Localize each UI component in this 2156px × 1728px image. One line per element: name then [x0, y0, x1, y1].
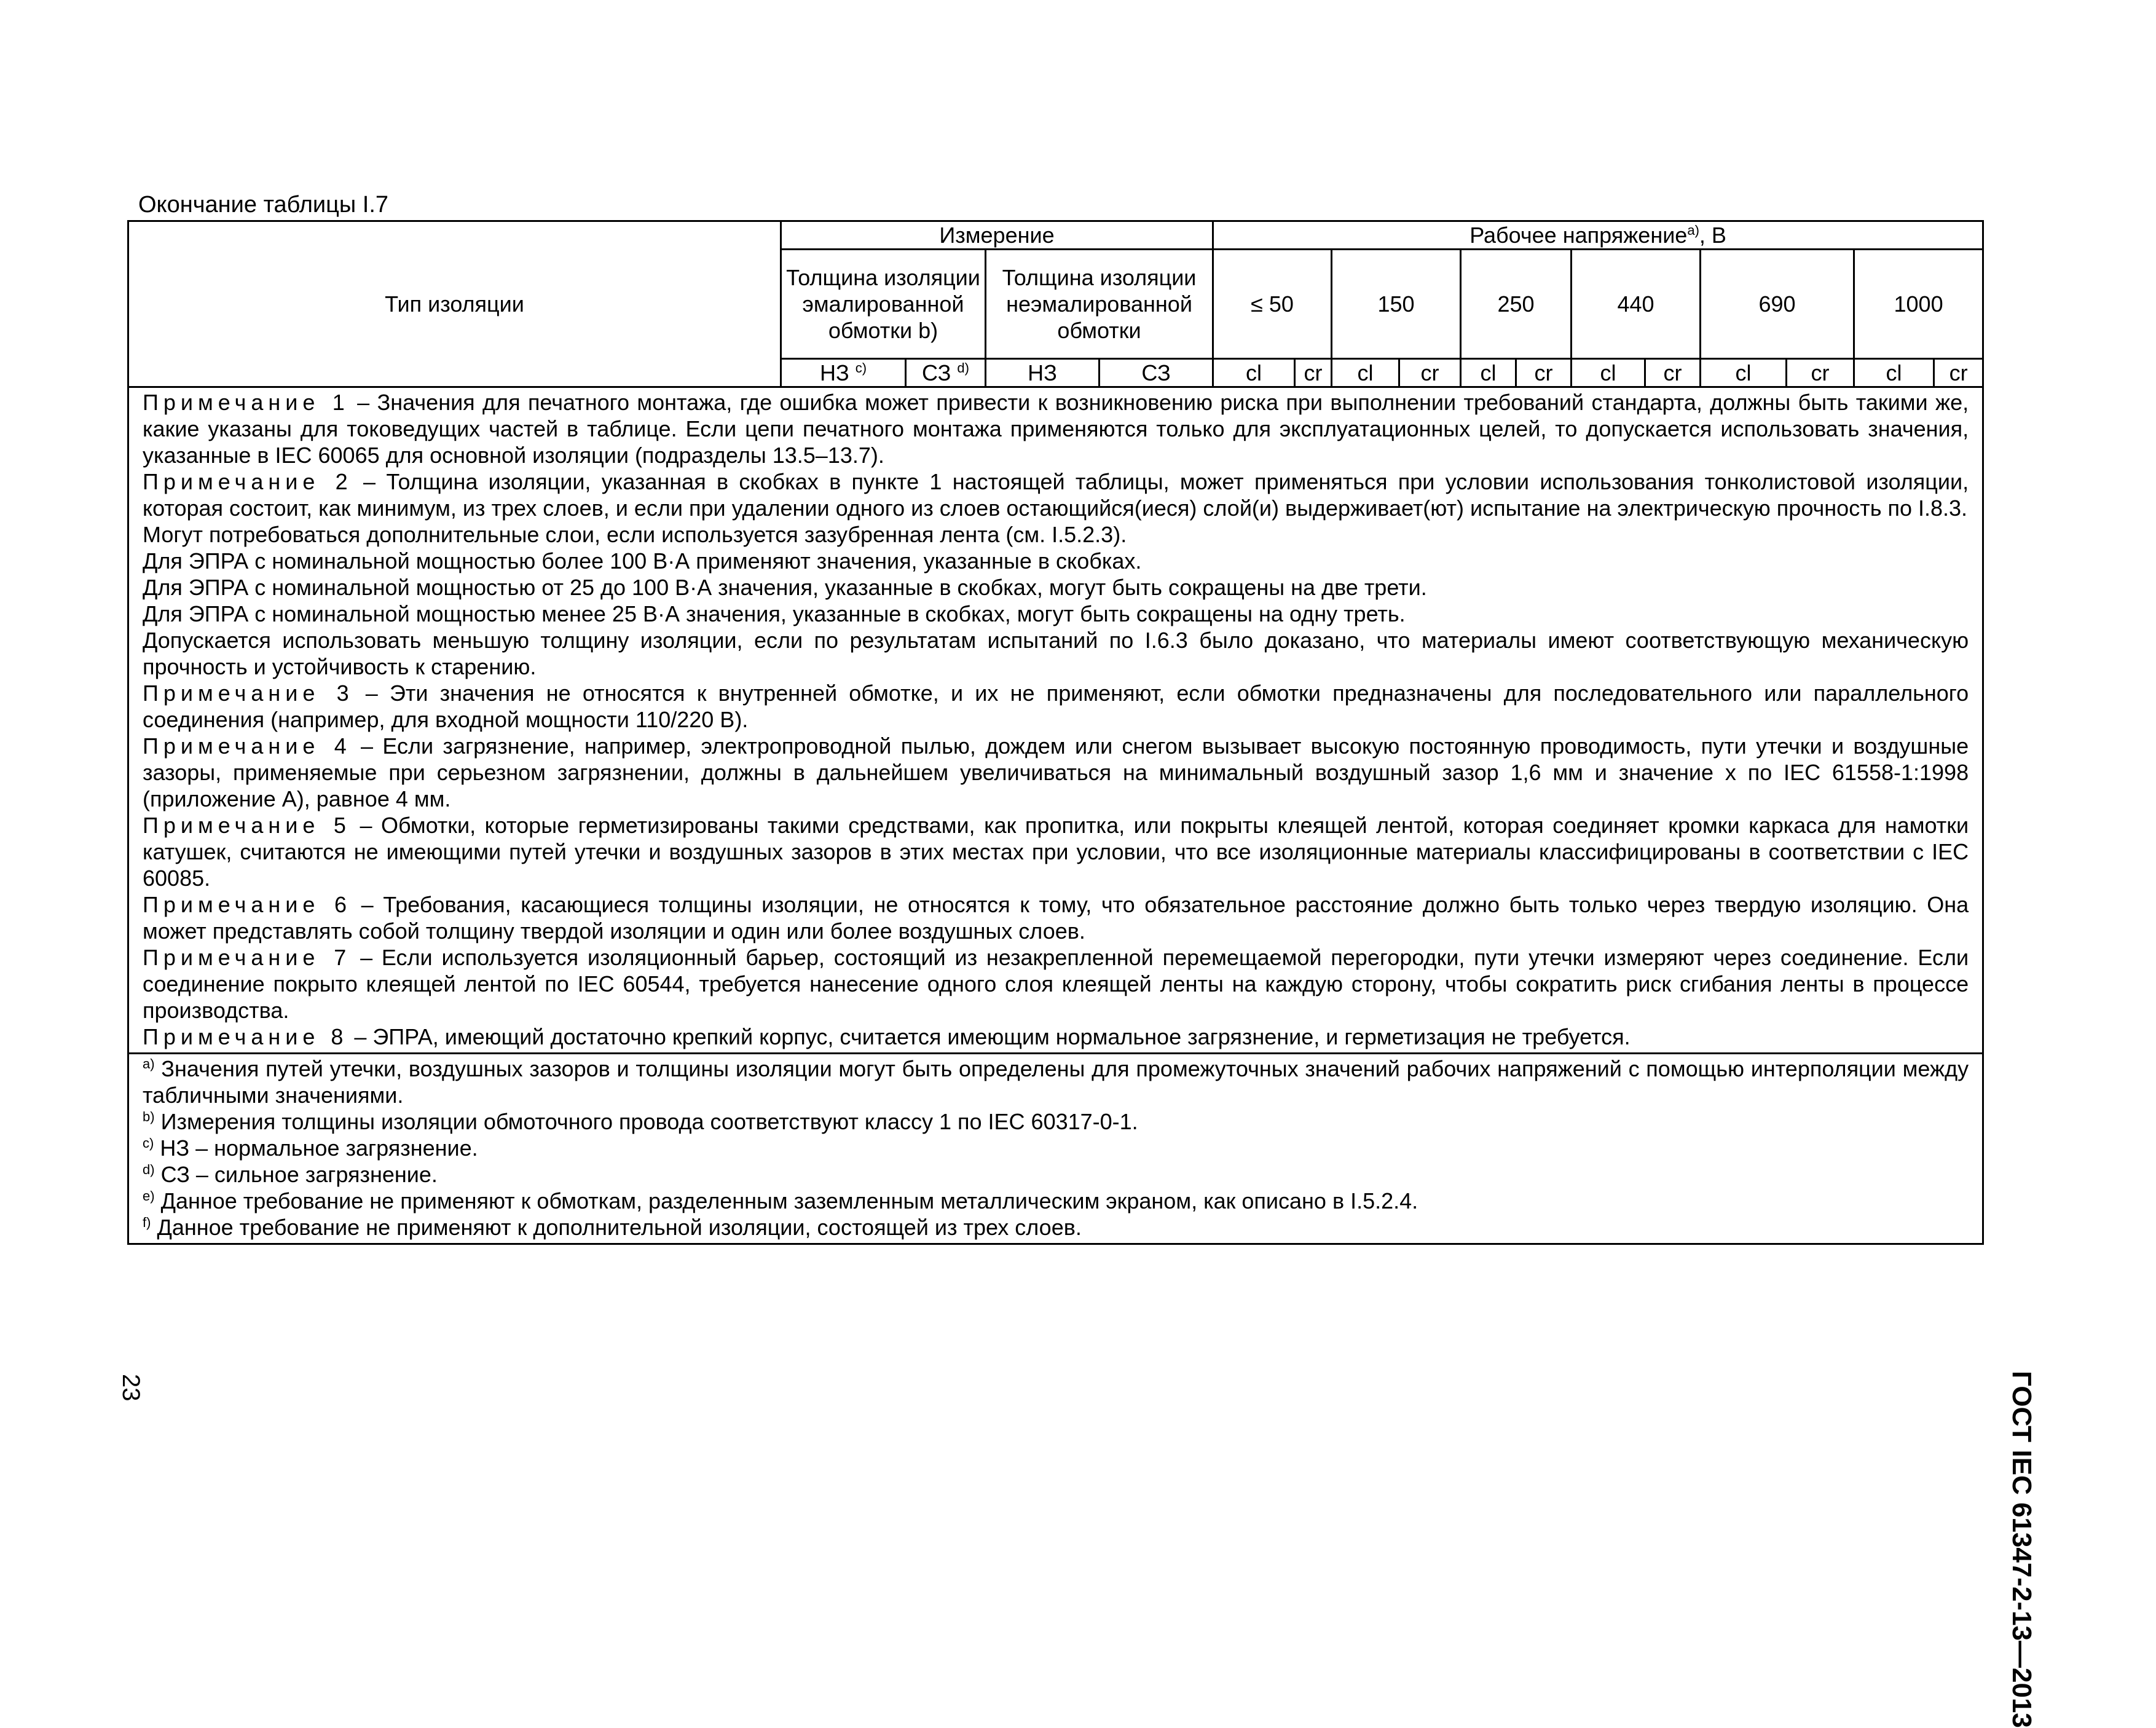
nz-nonenamel-header: НЗ	[986, 359, 1100, 387]
note-2-text: Для ЭПРА с номинальной мощностью от 25 до 100 В·А значения, указанные в скобках, могут быть сокращены на две трети.	[143, 575, 1427, 600]
footnote-a: $^{a)}$ Значения путей утечки, воздушных зазоров и толщины изоляции могут быть определены для промежуточных значений рабочих напряжений с помощью интерполяции между табличными значениями.	[143, 1056, 1969, 1108]
cl-header: cl	[1332, 359, 1399, 387]
cr-header: cr	[1787, 359, 1854, 387]
note-5: Примечание 5 – Обмотки, которые герметизированы такими средствами, как пропитка, или покрыты клеящей лентой, которая соединяет кромки каркаса для намотки катушек, считаются не имеющими путей утечки и воздушных зазоров в этих местах при условии, что все изоляционные материалы классифицированы в соответствии с IEC 60085.	[143, 813, 1969, 891]
voltage-440-header: 440	[1572, 250, 1701, 359]
note-3: Примечание 3 – Эти значения не относятся к внутренней обмотке, и их не применяют, если обмотки предназначены для последовательного или параллельного соединения (например, для входной мощности 110/220 В).	[143, 681, 1969, 732]
footnote-b: $^{b)}$ Измерения толщины изоляции обмоточного провода соответствуют классу 1 по IEC 60317-0-1.	[143, 1109, 1138, 1134]
insulation-table	[127, 220, 1984, 1245]
cl-header: cl	[1854, 359, 1934, 387]
sz-enamel-header: СЗ $^{d)}$	[906, 359, 986, 387]
note-4: Примечание 4 – Если загрязнение, например, электропроводной пылью, дождем или снегом вызывает высокую постоянную проводимость, пути утечки и воздушные зазоры, применяемые при серьезном загрязнении, должны в дальнейшем увеличиваться на минимальный воздушный зазор 1,6 мм и значение x по IEC 61558-1:1998 (приложение А), равное 4 мм.	[143, 733, 1969, 811]
cr-header: cr	[1934, 359, 1983, 387]
document-standard-title: ГОСТ IEC 61347-2-13—2013	[2007, 1371, 2037, 1728]
footnote-e: $^{e)}$ Данное требование не применяют к обмоткам, разделенным заземленным металлическим экраном, как описано в I.5.2.4.	[143, 1188, 1418, 1213]
cr-header: cr	[1645, 359, 1701, 387]
enamel-thickness-header: Толщина изоляции эмалированной обмотки b)	[781, 250, 986, 359]
cl-header: cl	[1701, 359, 1787, 387]
note-6: Примечание 6 – Требования, касающиеся толщины изоляции, не относятся к тому, что обязательное расстояние должно быть только через твердую изоляцию. Она может представлять собой толщину твердой изоляции и один или более воздушных слоев.	[143, 892, 1969, 944]
notes-cell	[128, 387, 1983, 1054]
footnote-f: $^{f)}$ Данное требование не применяют к дополнительной изоляции, состоящей из трех слоев.	[143, 1215, 1082, 1240]
type-header: Тип изоляции	[128, 221, 781, 387]
note-7: Примечание 7 – Если используется изоляционный барьер, состоящий из незакрепленной перемещаемой перегородки, пути утечки измеряют через соединение. Если соединение покрыто клеящей лентой по IEC 60544, требуется нанесение одного слоя клеящей ленты на каждую сторону, чтобы сократить риск сгибания ленты в процессе производства.	[143, 945, 1969, 1023]
cl-header: cl	[1572, 359, 1645, 387]
voltage-690-header: 690	[1701, 250, 1854, 359]
note-2-text: Допускается использовать меньшую толщину изоляции, если по результатам испытаний по I.6.3 было доказано, что материалы имеют соответствующую механическую прочность и устойчивость к старению.	[143, 628, 1969, 679]
cr-header: cr	[1516, 359, 1572, 387]
nonenamel-thickness-header: Толщина изоляции неэмалированной обмотки	[986, 250, 1213, 359]
note-2-text: Могут потребоваться дополнительные слои, если используется зазубренная лента (см. I.5.2.3).	[143, 522, 1127, 547]
note-2-text: Для ЭПРА с номинальной мощностью менее 25 В·А значения, указанные в скобках, могут быть сокращены на одну треть.	[143, 601, 1406, 626]
cr-header: cr	[1295, 359, 1332, 387]
note-8: Примечание 8 – ЭПРА, имеющий достаточно крепкий корпус, считается имеющим нормальное загрязнение, и герметизация не требуется.	[143, 1024, 1631, 1049]
footnote-c: $^{c)}$ НЗ – нормальное загрязнение.	[143, 1135, 478, 1161]
note-2-text: Для ЭПРА с номинальной мощностью более 100 В·А применяют значения, указанные в скобках.	[143, 548, 1142, 574]
table-caption: Окончание таблицы I.7	[138, 192, 389, 218]
measurement-header: Измерение	[781, 221, 1213, 250]
page-number: 23	[117, 1374, 144, 1402]
nz-enamel-header: НЗ $^{c)}$	[781, 359, 906, 387]
voltage-header: Рабочее напряжение$^{а)}$, В	[1213, 221, 1983, 250]
cr-header: cr	[1399, 359, 1461, 387]
sz-nonenamel-header: СЗ	[1100, 359, 1213, 387]
note-1: Примечание 1 – Значения для печатного монтажа, где ошибка может привести к возникновению риска при выполнении требований стандарта, должны быть такими же, какие указаны для токоведущих частей в таблице. Если цепи печатного монтажа применяются только для эксплуатационных целей, то допускается использовать значения, указанные в IEC 60065 для основной изоляции (подразделы 13.5–13.7).	[143, 390, 1969, 468]
voltage-150-header: 150	[1332, 250, 1461, 359]
cl-header: cl	[1213, 359, 1295, 387]
footnote-d: $^{d)}$ СЗ – сильное загрязнение.	[143, 1162, 438, 1187]
footnotes-cell	[128, 1054, 1983, 1244]
note-2: Примечание 2 – Толщина изоляции, указанная в скобках в пункте 1 настоящей таблицы, может применяться при условии использования тонколистовой изоляции, которая состоит, как минимум, из трех слоев, и если при удалении одного из слоев остающийся(иеся) слой(и) выдерживает(ют) испытание на электрическую прочность по I.8.3.	[143, 469, 1969, 521]
voltage-50-header: ≤ 50	[1213, 250, 1332, 359]
cl-header: cl	[1461, 359, 1516, 387]
voltage-250-header: 250	[1461, 250, 1572, 359]
voltage-1000-header: 1000	[1854, 250, 1983, 359]
